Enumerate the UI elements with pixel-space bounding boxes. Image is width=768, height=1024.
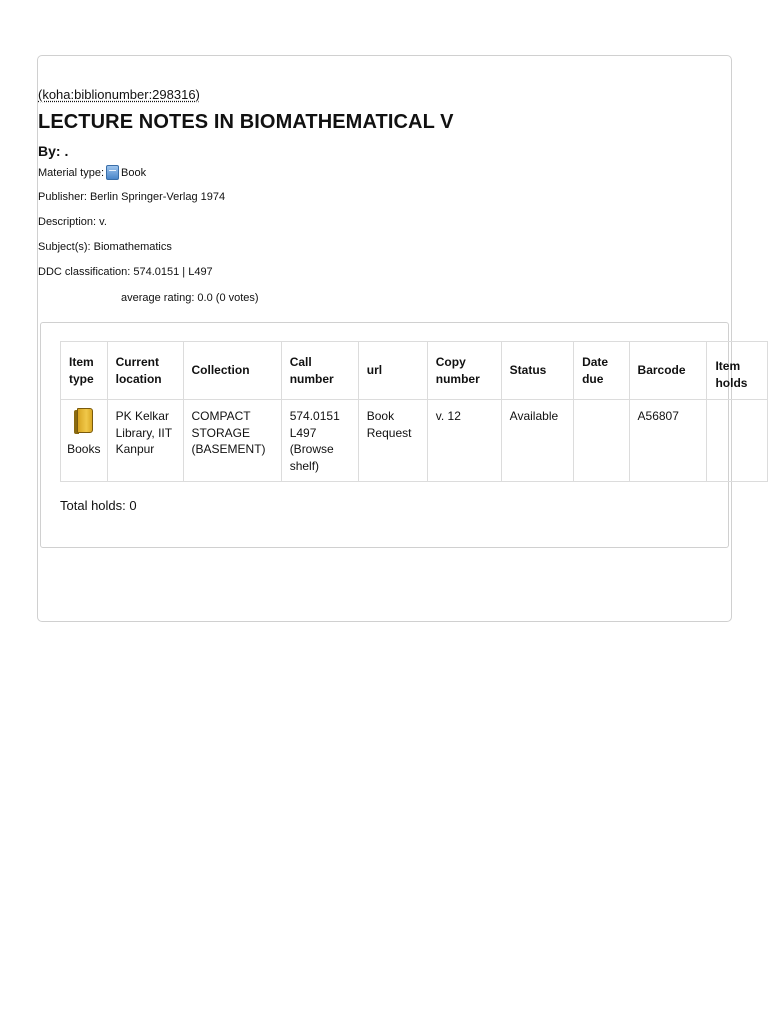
cell-item-type [61, 400, 108, 482]
header-date-due[interactable]: Date due [574, 342, 629, 400]
header-call-number[interactable]: Call number [281, 342, 358, 400]
author-byline: By: . [38, 143, 69, 159]
material-type [38, 165, 146, 180]
cell-call-number [281, 400, 358, 482]
book-small-icon [106, 165, 119, 180]
header-current-location[interactable]: Current location [107, 342, 183, 400]
header-item-holds[interactable]: Item holds [707, 342, 768, 400]
book-request-link[interactable]: Book Request [366, 409, 412, 440]
page-title: LECTURE NOTES IN BIOMATHEMATICAL V [38, 111, 454, 133]
cell-item-holds [707, 400, 768, 482]
average-rating: average rating: 0.0 (0 votes) [121, 292, 259, 304]
material-type-value: Book [121, 166, 147, 179]
cell-copy-number: v. 12 [427, 400, 501, 482]
header-status[interactable]: Status [501, 342, 573, 400]
header-barcode[interactable]: Barcode [629, 342, 707, 400]
material-type-label: Material type: [38, 166, 105, 179]
table-row [61, 400, 768, 482]
holdings-header-row [61, 342, 768, 400]
total-holds: Total holds: 0 [60, 498, 137, 513]
header-item-type[interactable]: Item type [61, 342, 108, 400]
publisher: Publisher: Berlin Springer-Verlag 1974 [38, 191, 226, 203]
call-number-value: 574.0151 L497 [289, 409, 340, 440]
browse-shelf-link[interactable]: (Browse shelf) [289, 442, 334, 473]
book-icon [74, 408, 94, 435]
cell-status: Available [501, 400, 573, 482]
cell-current-location: PK Kelkar Library, IIT Kanpur [107, 400, 183, 482]
header-copy-number[interactable]: Copy number [427, 342, 501, 400]
cell-url [358, 400, 427, 482]
biblio-number-link[interactable]: (koha:biblionumber:298316) [38, 87, 200, 102]
header-collection[interactable]: Collection [183, 342, 281, 400]
header-url[interactable]: url [358, 342, 427, 400]
description: Description: v. [38, 216, 107, 228]
cell-collection: COMPACT STORAGE (BASEMENT) [183, 400, 281, 482]
ddc-classification: DDC classification: 574.0151 | L497 [38, 266, 213, 278]
cell-barcode: A56807 [629, 400, 707, 482]
subjects[interactable]: Subject(s): Biomathematics [38, 241, 172, 253]
holdings-table [60, 341, 768, 482]
item-type-label: Books [67, 442, 101, 456]
cell-date-due [574, 400, 629, 482]
